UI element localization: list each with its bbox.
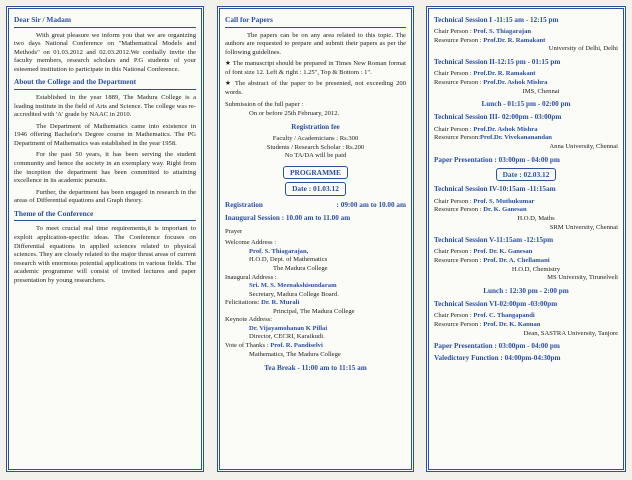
session-2-resource [434,79,618,88]
session-2-chair [434,70,618,79]
session-1-resource [434,37,618,46]
chair-label: Chair Person : [434,70,472,78]
panel-call-for-papers [217,6,414,472]
about-heading: About the College and the Department [14,77,196,90]
session-3-chair [434,126,618,135]
dear-sir-heading: Dear Sir / Madam [14,15,196,28]
resource-name: Prof. Dr. A. Chellamani [483,257,550,265]
submission-label: Submission of the full paper : [225,100,304,108]
about-paragraph-2: The Department of Mathematics came into existence in 1946 offering Bachelor's Degree course in Mathematics. The PG Department of Mathematics was established in the year 1958. [14,122,196,147]
session-2-title: Technical Session II-12:15 pm - 01:15 pm [434,58,561,67]
chair-name: Prof. Dr. K. Ganesan [473,248,533,256]
inaugural-name: Sri. M. S. Meenakshisundaram [249,282,337,290]
session-5-affiliation-2: MS University, Tirunelveli [547,274,618,282]
session-3-title: Technical Session III- 02:00pm - 03:00pm [434,113,562,122]
date-badge-day2: Date : 02.03.12 [496,168,557,182]
inaugural-session: Inaugural Session : 10.00 am to 11.00 am [225,214,351,223]
resource-label: Resource Person: [434,134,480,142]
keynote-label: Keynote Address: [225,316,273,324]
submission-deadline: On or before 25th February, 2012. [249,110,340,118]
fee-students-value: : Rs.200 [342,143,365,151]
resource-label: Resource Person : [434,206,482,214]
fee-students-label: Students / Research Scholar [266,143,341,151]
resource-name: Prof.Dr. R. Ramakant [483,36,546,44]
vote-name: Prof. R. Pandiselvi [270,342,323,350]
felicitations-name: Dr. R. Murali [261,299,300,307]
fee-faculty-label: Faculty / Academicians [272,135,335,143]
intro-paragraph: With great pleasure we inform you that we are organizing two days National Conference on "Mathematical Models and Methods" on 01.03.2012 and 02.03.2012.We cordially invite the faculty members, research scholars and P.G students of your esteemed institution to participate in this National Conference. [14,31,196,73]
panel-welcome [6,6,204,472]
session-3-resource [434,134,618,143]
fee-note: No TA/DA will be paid [284,152,347,160]
chair-label: Chair Person : [434,125,472,133]
keynote-role: Director, CECRI, Karaikudi. [249,333,325,341]
inaugural-label: Inaugural Address : [225,273,277,281]
lunch-day1: Lunch - 01:15 pm - 02:00 pm [481,100,571,109]
resource-name: Prof.Dr. Ashok Mishra [483,78,548,86]
felicitations-label: Felicitations: [225,299,260,307]
session-6-title: Technical Session VI-02:00pm -03:00pm [434,300,558,309]
theme-heading: Theme of the Conference [14,209,196,222]
session-1-title: Technical Session I -11:15 am - 12:15 pm [434,16,559,24]
session-4-affiliation-2: SRM University, Chennai [549,223,618,231]
session-5-affiliation-1: H.O.D, Chemistry [511,265,561,273]
welcome-institution: The Madura College [273,264,328,272]
session-6-affiliation: Dean, SASTRA University, Tanjore [523,329,618,337]
fee-students [225,144,406,153]
vote-label: Vote of Thanks : [225,342,269,350]
date-badge-day1: Date : 01.03.12 [285,182,346,196]
tea-break: Tea Break - 11:00 am to 11:15 am [264,364,367,373]
fee-faculty-value: : Rs.300 [336,135,359,143]
guideline-1: ★ The manuscript should be prepared in Times New Roman format of font size 12. Left & right : 1.25", Top & Bottom : 1". [225,60,406,76]
session-4-chair [434,198,618,207]
felicitations-role: Principal, The Madura College [273,307,355,315]
guideline-2: ★ The abstract of the paper to be presented, not exceeding 200 words. [225,80,406,96]
chair-name: Prof.Dr. Ashok Mishra [473,125,538,133]
chair-label: Chair Person : [434,248,472,256]
session-6-chair [434,312,618,321]
valedictory-function: Valedictory Function : 04:00pm-04:30pm [434,354,561,363]
session-6-resource [434,321,618,330]
resource-name: Dr. K. Ganesan [483,206,527,214]
resource-name: Prof.Dr. Vivekananandan [479,134,552,142]
prayer: Prayer [225,227,243,235]
registration-label: Registration [225,200,263,209]
session-4-affiliation-1: H.O.D, Maths [517,214,555,222]
vote-of-thanks [225,342,406,351]
resource-label: Resource Person : [434,257,482,265]
session-2-affiliation: IMS, Chennai [522,87,560,95]
session-3-affiliation: Anna University, Chennai [549,142,618,150]
registration-row [225,201,406,210]
session-1-chair [434,28,618,37]
theme-paragraph: To meet crucial real time requirements,it is important to exploit application-specific ideas. The Conference focuses on Differential equations in applied sciences related to physical sciences. They are closely related to the major thrust areas of current research with enormous potential applications in various fields. The academic programme will consist of invited lectures and paper presentation by young researchers. [14,225,196,284]
paper-presentation-day2: Paper Presentation : 03:00pm - 04:00 pm [434,342,560,351]
felicitations [225,299,406,308]
chair-label: Chair Person : [434,28,472,36]
chair-name: Prof. S. Muthukumar [473,197,535,205]
chair-name: Prof. C. Thangapandi [473,312,535,320]
session-5-chair [434,248,618,257]
session-5-title: Technical Session V-11:15am -12:15pm [434,236,554,245]
keynote-name: Dr. Vijayamohanan K Pillai [249,324,328,332]
resource-label: Resource Person : [434,78,482,86]
chair-name: Prof.Dr. R. Ramakant [473,70,536,78]
session-5-resource [434,257,618,266]
about-paragraph-4: Further, the department has been engaged in research in the areas of Differential equations and Graph theory. [14,188,196,205]
session-1-affiliation: University of Delhi, Delhi [548,45,618,53]
resource-name: Prof. Dr. K. Kannan [483,320,541,328]
about-paragraph-1: Established in the year 1889, The Madura College is a leading institute in the field of Arts and Science. The college was re-accredited with 'A' grade by NAAC in 2010. [14,94,196,119]
call-for-papers-heading: Call for Papers [225,15,406,28]
vote-role: Mathematics, The Madura College [249,350,341,358]
welcome-role: H.O.D, Dept. of Mathematics [249,256,328,264]
registration-fee-heading: Registration fee [291,122,340,131]
panel-technical-sessions [426,6,626,472]
resource-label: Resource Person : [434,320,482,328]
chair-name: Prof. S. Thiagarajan [473,28,532,36]
paper-presentation-day1: Paper Presentation : 03:00pm - 04:00 pm [434,155,560,164]
about-paragraph-3: For the past 50 years, it has been serving the student community and hence the society in an exemplary way. Right from the inception the department has been committed to attaining excellence in its academic pursuits. [14,151,196,185]
cfp-paragraph: The papers can be on any area related to this topic. The authors are requested to prepare and submit their papers as per the following guidelines. [225,31,406,56]
programme-badge: PROGRAMME [283,166,348,180]
chair-label: Chair Person : [434,197,472,205]
welcome-name: Prof. S. Thiagarajan, [249,247,309,255]
welcome-label: Welcome Address : [225,239,277,247]
fee-faculty [225,135,406,144]
session-4-resource [434,206,618,215]
inaugural-role: Secretary, Madura College Board. [249,290,339,298]
lunch-day2: Lunch : 12:30 pm - 2:00 pm [483,286,569,295]
resource-label: Resource Person : [434,36,482,44]
registration-time: : 09:00 am to 10.00 am [336,200,406,209]
chair-label: Chair Person : [434,312,472,320]
session-4-title: Technical Session IV-10:15am -11:15am [434,185,556,194]
